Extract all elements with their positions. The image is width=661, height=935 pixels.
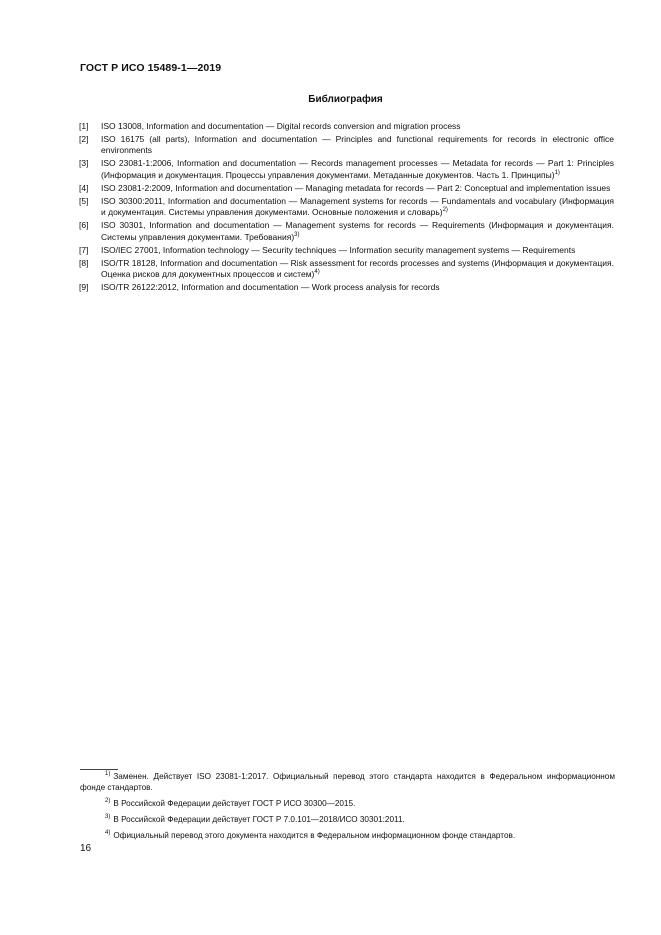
bibliography-entry [79, 134, 614, 157]
footnote [80, 771, 615, 793]
entry-text [101, 158, 614, 181]
entry-number: [2] [79, 134, 89, 144]
footnote-mark: 4) [105, 830, 111, 837]
footnote-text: Официальный перевод этого документа находится в Федеральном информационном фонде стандартов. [113, 831, 516, 840]
footnote-mark: 2) [105, 798, 111, 805]
footnote-text: В Российской Федерации действует ГОСТ Р 7.0.101—2018/ИСО 30301:2011. [113, 815, 405, 824]
footnote-mark: 3) [105, 814, 111, 821]
entry-text [101, 245, 614, 256]
entry-text [101, 196, 614, 219]
bibliography-entry [79, 258, 614, 281]
entry-citation: ISO/TR 18128, Information and documentation — Risk assessment for records processes and systems (Информация и документация. Оценка рисков для документных процессов и систем) [101, 257, 614, 280]
entry-text [101, 258, 614, 281]
entry-citation: ISO 30301, Information and documentation — Management systems for records — Requirements (Информация и документация. Системы управления документами. Требования) [101, 220, 614, 242]
entry-text [101, 220, 614, 243]
entry-number: [3] [79, 158, 89, 169]
entry-citation: ISO 23081-2:2009, Information and documentation — Managing metadata for records — Part 2: Conceptual and implementation issues [101, 182, 611, 193]
bibliography-entry [79, 121, 614, 132]
entry-text [101, 134, 614, 157]
footnotes [80, 771, 615, 846]
entry-number: [5] [79, 195, 89, 206]
footnote-ref: 4) [314, 269, 320, 276]
footnote-ref: 3) [294, 231, 300, 238]
document-code: ГОСТ Р ИСО 15489-1—2019 [80, 62, 222, 74]
entry-number: [7] [79, 244, 89, 255]
entry-text [101, 183, 614, 194]
bibliography-entry [79, 183, 614, 194]
entry-number: [4] [79, 182, 89, 193]
bibliography-entry [79, 245, 614, 256]
entry-citation: ISO 23081-1:2006, Information and documentation — Records management processes — Metadata for records — Part 1: Principles (Информация и документация. Процессы управления документами. Метаданные документов. Часть 1. Принципы) [101, 158, 614, 180]
entry-citation: ISO/TR 26122:2012, Information and documentation — Work process analysis for records [101, 282, 440, 293]
bibliography-list [79, 121, 614, 295]
bibliography-entry [79, 158, 614, 181]
entry-number: [8] [79, 257, 89, 268]
footnote-text: В Российской Федерации действует ГОСТ Р ИСО 30300—2015. [113, 799, 356, 808]
entry-number: [6] [79, 220, 89, 231]
footnote-divider [80, 769, 118, 770]
bibliography-entry [79, 282, 614, 293]
entry-text [101, 121, 614, 132]
bibliography-entry [79, 220, 614, 243]
footnote [80, 830, 615, 841]
footnote-ref: 1) [554, 169, 560, 176]
section-title: Библиография [308, 94, 383, 105]
entry-citation: ISO 30300:2011, Information and documentation — Management systems for records — Fundamentals and vocabulary (Информация и документация. Системы управления документами. Основные положения и словарь) [101, 195, 614, 218]
entry-citation: ISO 16175 (all parts), Information and documentation — Principles and functional requirements for records in electronic office environments [101, 134, 614, 156]
footnote [80, 798, 615, 809]
footnote-mark: 1) [105, 771, 111, 778]
footnote-text: Заменен. Действует ISO 23081-1:2017. Официальный перевод этого стандарта находится в Федеральном информационном фонде стандартов. [80, 772, 615, 792]
page-number: 16 [80, 843, 92, 854]
entry-citation: ISO/IEC 27001, Information technology — Security techniques — Information security management systems — Requirements [101, 244, 576, 255]
footnote [80, 814, 615, 825]
footnote-ref: 2) [442, 207, 448, 214]
bibliography-entry [79, 196, 614, 219]
entry-number: [1] [79, 121, 89, 131]
entry-text [101, 282, 614, 293]
entry-number: [9] [79, 282, 89, 293]
entry-citation: ISO 13008, Information and documentation — Digital records conversion and migration process [101, 121, 461, 131]
